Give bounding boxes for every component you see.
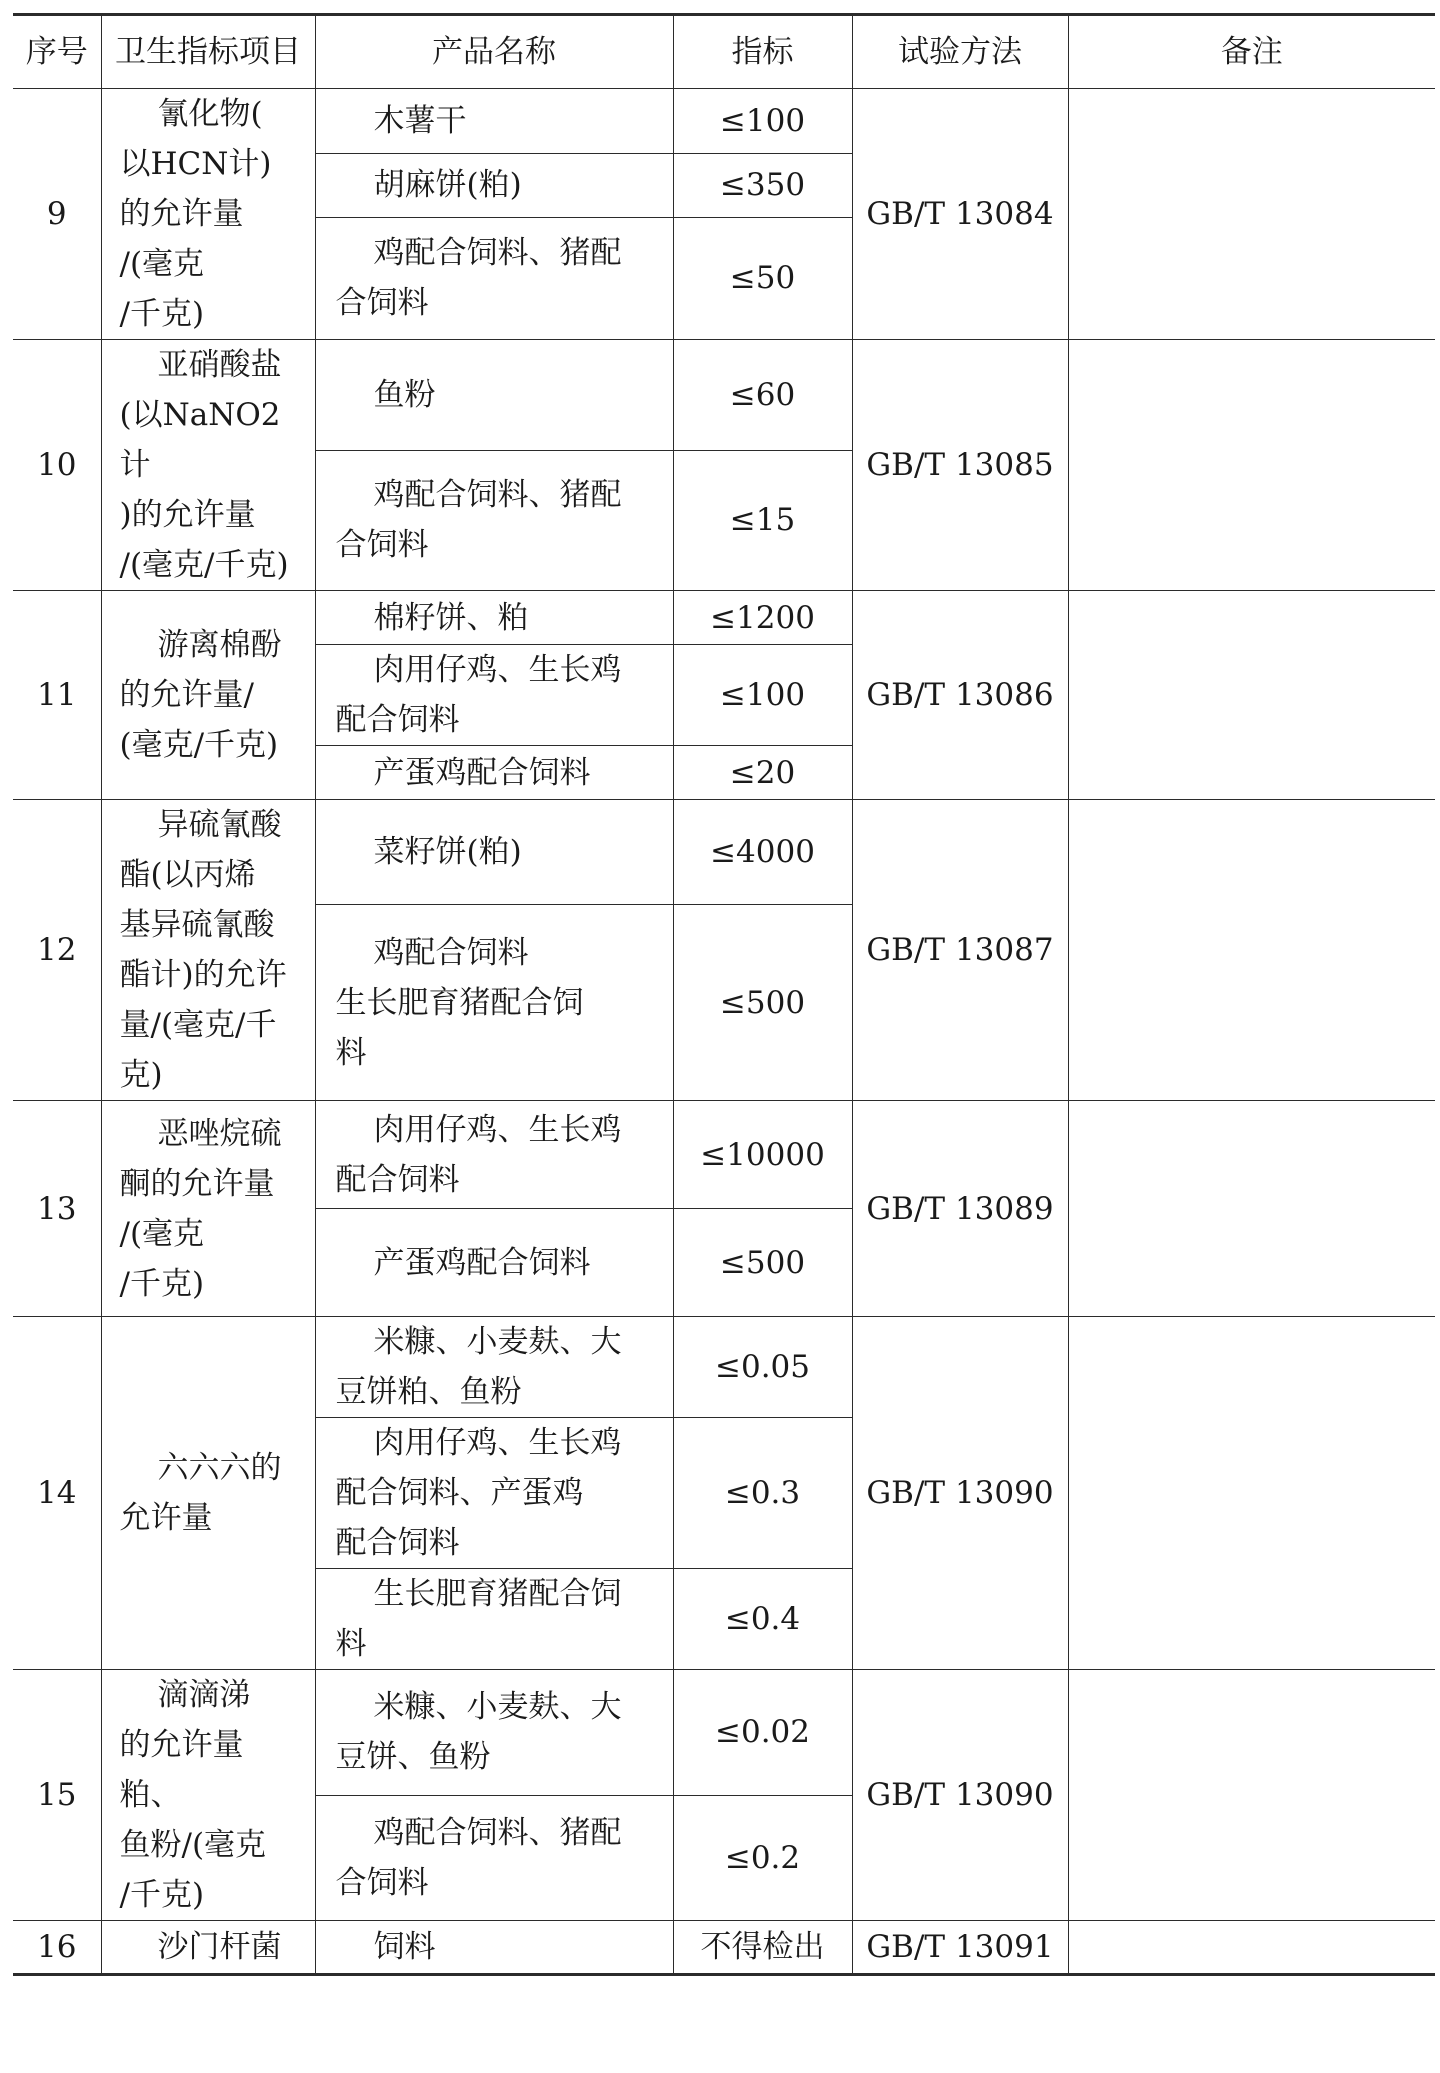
product-cell: 米糠、小麦麸、大 豆饼粕、鱼粉: [315, 1317, 673, 1418]
product-cell: 鸡配合饲料、猪配 合饲料: [315, 450, 673, 590]
header-method: 试验方法: [852, 15, 1068, 89]
header-note: 备注: [1068, 15, 1435, 89]
index-cell: ≤0.4: [673, 1569, 852, 1670]
item-cell: 恶唑烷硫 酮的允许量 /(毫克 /千克): [101, 1101, 315, 1317]
product-cell: 菜籽饼(粕): [315, 800, 673, 905]
seq-cell: 11: [13, 591, 101, 800]
product-cell: 生长肥育猪配合饲 料: [315, 1569, 673, 1670]
seq-cell: 12: [13, 800, 101, 1101]
method-cell: GB/T 13085: [852, 340, 1068, 591]
product-cell: 肉用仔鸡、生长鸡 配合饲料: [315, 645, 673, 746]
item-cell: 滴滴涕 的允许量粕、 鱼粉/(毫克 /千克): [101, 1670, 315, 1921]
table-row: [13, 340, 1435, 451]
seq-cell: 16: [13, 1921, 101, 1975]
method-cell: GB/T 13084: [852, 89, 1068, 340]
index-cell: ≤500: [673, 1209, 852, 1317]
note-cell: [1068, 800, 1435, 1101]
header-index: 指标: [673, 15, 852, 89]
table-row: [13, 89, 1435, 154]
index-cell: 不得检出: [673, 1921, 852, 1975]
item-cell: 氰化物( 以HCN计) 的允许量 /(毫克 /千克): [101, 89, 315, 340]
index-cell: ≤350: [673, 154, 852, 217]
table-body: [13, 89, 1435, 1975]
index-cell: ≤500: [673, 905, 852, 1101]
note-cell: [1068, 1921, 1435, 1975]
item-cell: 六六六的 允许量: [101, 1317, 315, 1670]
header-item: 卫生指标项目: [101, 15, 315, 89]
index-cell: ≤60: [673, 340, 852, 451]
seq-cell: 14: [13, 1317, 101, 1670]
product-cell: 产蛋鸡配合饲料: [315, 1209, 673, 1317]
seq-cell: 15: [13, 1670, 101, 1921]
item-cell: 游离棉酚 的允许量/ (毫克/千克): [101, 591, 315, 800]
product-cell: 饲料: [315, 1921, 673, 1975]
standards-table: [13, 13, 1435, 1976]
method-cell: GB/T 13087: [852, 800, 1068, 1101]
seq-cell: 10: [13, 340, 101, 591]
note-cell: [1068, 89, 1435, 340]
index-cell: ≤20: [673, 746, 852, 800]
product-cell: 肉用仔鸡、生长鸡 配合饲料: [315, 1101, 673, 1209]
seq-cell: 9: [13, 89, 101, 340]
product-cell: 肉用仔鸡、生长鸡 配合饲料、产蛋鸡 配合饲料: [315, 1418, 673, 1569]
product-cell: 鸡配合饲料 生长肥育猪配合饲 料: [315, 905, 673, 1101]
table-row: [13, 1317, 1435, 1418]
method-cell: GB/T 13089: [852, 1101, 1068, 1317]
table-row: [13, 1921, 1435, 1975]
table-row: [13, 800, 1435, 905]
index-cell: ≤100: [673, 645, 852, 746]
product-cell: 木薯干: [315, 89, 673, 154]
table-row: [13, 1101, 1435, 1209]
method-cell: GB/T 13091: [852, 1921, 1068, 1975]
index-cell: ≤0.2: [673, 1795, 852, 1921]
note-cell: [1068, 1670, 1435, 1921]
header-row: [13, 15, 1435, 89]
header-seq: 序号: [13, 15, 101, 89]
item-cell: 异硫氰酸 酯(以丙烯 基异硫氰酸 酯计)的允许 量/(毫克/千克): [101, 800, 315, 1101]
item-cell: 沙门杆菌: [101, 1921, 315, 1975]
index-cell: ≤50: [673, 217, 852, 339]
product-cell: 棉籽饼、粕: [315, 591, 673, 645]
index-cell: ≤100: [673, 89, 852, 154]
index-cell: ≤0.02: [673, 1670, 852, 1796]
note-cell: [1068, 1101, 1435, 1317]
item-cell: 亚硝酸盐 (以NaNO2计 )的允许量 /(毫克/千克): [101, 340, 315, 591]
index-cell: ≤4000: [673, 800, 852, 905]
product-cell: 米糠、小麦麸、大 豆饼、鱼粉: [315, 1670, 673, 1796]
index-cell: ≤1200: [673, 591, 852, 645]
header-product: 产品名称: [315, 15, 673, 89]
seq-cell: 13: [13, 1101, 101, 1317]
product-cell: 鱼粉: [315, 340, 673, 451]
method-cell: GB/T 13086: [852, 591, 1068, 800]
method-cell: GB/T 13090: [852, 1670, 1068, 1921]
product-cell: 产蛋鸡配合饲料: [315, 746, 673, 800]
method-cell: GB/T 13090: [852, 1317, 1068, 1670]
product-cell: 鸡配合饲料、猪配 合饲料: [315, 217, 673, 339]
product-cell: 鸡配合饲料、猪配 合饲料: [315, 1795, 673, 1921]
note-cell: [1068, 1317, 1435, 1670]
index-cell: ≤0.05: [673, 1317, 852, 1418]
index-cell: ≤10000: [673, 1101, 852, 1209]
product-cell: 胡麻饼(粕): [315, 154, 673, 217]
index-cell: ≤15: [673, 450, 852, 590]
note-cell: [1068, 591, 1435, 800]
table-row: [13, 1670, 1435, 1796]
table-row: [13, 591, 1435, 645]
note-cell: [1068, 340, 1435, 591]
index-cell: ≤0.3: [673, 1418, 852, 1569]
